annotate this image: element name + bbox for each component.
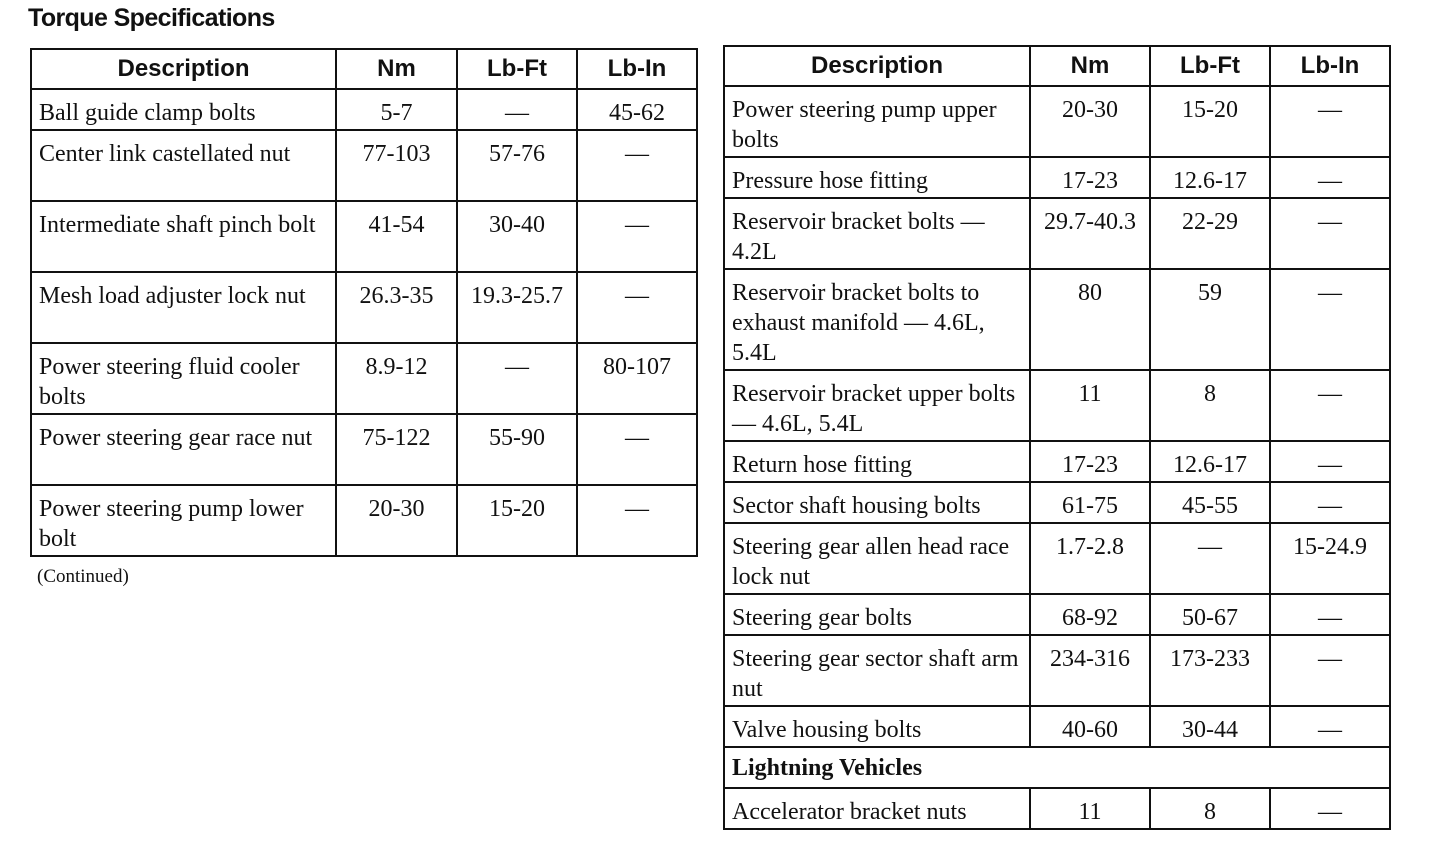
lbin-cell: — bbox=[1270, 370, 1390, 441]
torque-table-left bbox=[30, 48, 698, 557]
lbft-cell: 50-67 bbox=[1150, 594, 1270, 635]
table-row bbox=[31, 485, 697, 556]
description-cell: Reservoir bracket bolts — 4.2L bbox=[724, 198, 1030, 269]
description-cell: Power steering pump lower bolt bbox=[31, 485, 336, 556]
column-header-lbft: Lb-Ft bbox=[1150, 46, 1270, 86]
lbft-cell: 45-55 bbox=[1150, 482, 1270, 523]
section-label: Lightning Vehicles bbox=[724, 747, 1390, 788]
lbin-cell: — bbox=[1270, 269, 1390, 370]
lbft-cell: 19.3-25.7 bbox=[457, 272, 577, 343]
table-row bbox=[724, 157, 1390, 198]
nm-cell: 17-23 bbox=[1030, 441, 1150, 482]
table-row bbox=[724, 523, 1390, 594]
description-cell: Steering gear allen head race lock nut bbox=[724, 523, 1030, 594]
table-header-row bbox=[31, 49, 697, 89]
nm-cell: 11 bbox=[1030, 370, 1150, 441]
lbft-cell: 173-233 bbox=[1150, 635, 1270, 706]
nm-cell: 17-23 bbox=[1030, 157, 1150, 198]
lbft-cell: — bbox=[457, 89, 577, 130]
table-header-row bbox=[724, 46, 1390, 86]
lbin-cell: — bbox=[577, 130, 697, 201]
nm-cell: 234-316 bbox=[1030, 635, 1150, 706]
nm-cell: 77-103 bbox=[336, 130, 457, 201]
table-row bbox=[31, 130, 697, 201]
table-row bbox=[31, 343, 697, 414]
lbin-cell: 45-62 bbox=[577, 89, 697, 130]
lbft-cell: 8 bbox=[1150, 788, 1270, 829]
lbft-cell: 12.6-17 bbox=[1150, 441, 1270, 482]
table-row bbox=[724, 482, 1390, 523]
column-header-description: Description bbox=[31, 49, 336, 89]
table-row bbox=[724, 370, 1390, 441]
nm-cell: 29.7-40.3 bbox=[1030, 198, 1150, 269]
table-row bbox=[31, 89, 697, 130]
column-header-lbin: Lb-In bbox=[1270, 46, 1390, 86]
nm-cell: 1.7-2.8 bbox=[1030, 523, 1150, 594]
description-cell: Power steering pump upper bolts bbox=[724, 86, 1030, 157]
lbft-cell: 15-20 bbox=[1150, 86, 1270, 157]
column-header-description: Description bbox=[724, 46, 1030, 86]
nm-cell: 68-92 bbox=[1030, 594, 1150, 635]
section-header-row bbox=[724, 747, 1390, 788]
lbft-cell: 30-44 bbox=[1150, 706, 1270, 747]
lbft-cell: — bbox=[457, 343, 577, 414]
description-cell: Power steering fluid cooler bolts bbox=[31, 343, 336, 414]
table-row bbox=[724, 706, 1390, 747]
description-cell: Steering gear bolts bbox=[724, 594, 1030, 635]
table-row bbox=[724, 198, 1390, 269]
nm-cell: 5-7 bbox=[336, 89, 457, 130]
lbin-cell: — bbox=[577, 485, 697, 556]
table-row bbox=[724, 269, 1390, 370]
description-cell: Pressure hose fitting bbox=[724, 157, 1030, 198]
lbft-cell: 59 bbox=[1150, 269, 1270, 370]
lbin-cell: — bbox=[1270, 198, 1390, 269]
description-cell: Sector shaft housing bolts bbox=[724, 482, 1030, 523]
description-cell: Reservoir bracket upper bolts — 4.6L, 5.4L bbox=[724, 370, 1030, 441]
description-cell: Intermediate shaft pinch bolt bbox=[31, 201, 336, 272]
lbft-cell: — bbox=[1150, 523, 1270, 594]
nm-cell: 40-60 bbox=[1030, 706, 1150, 747]
torque-table-right bbox=[723, 45, 1391, 830]
lbin-cell: — bbox=[577, 272, 697, 343]
description-cell: Ball guide clamp bolts bbox=[31, 89, 336, 130]
lbin-cell: — bbox=[1270, 706, 1390, 747]
table-row bbox=[724, 635, 1390, 706]
table-row bbox=[724, 788, 1390, 829]
lbin-cell: — bbox=[1270, 157, 1390, 198]
description-cell: Mesh load adjuster lock nut bbox=[31, 272, 336, 343]
description-cell: Power steering gear race nut bbox=[31, 414, 336, 485]
column-header-lbft: Lb-Ft bbox=[457, 49, 577, 89]
table-row bbox=[31, 272, 697, 343]
page-title: Torque Specifications bbox=[28, 4, 275, 32]
lbft-cell: 8 bbox=[1150, 370, 1270, 441]
lbin-cell: — bbox=[1270, 441, 1390, 482]
lbin-cell: 80-107 bbox=[577, 343, 697, 414]
nm-cell: 8.9-12 bbox=[336, 343, 457, 414]
table-row bbox=[31, 414, 697, 485]
nm-cell: 20-30 bbox=[1030, 86, 1150, 157]
lbin-cell: — bbox=[577, 201, 697, 272]
lbft-cell: 22-29 bbox=[1150, 198, 1270, 269]
table-row bbox=[31, 201, 697, 272]
lbft-cell: 30-40 bbox=[457, 201, 577, 272]
column-header-nm: Nm bbox=[1030, 46, 1150, 86]
description-cell: Accelerator bracket nuts bbox=[724, 788, 1030, 829]
nm-cell: 80 bbox=[1030, 269, 1150, 370]
description-cell: Center link castellated nut bbox=[31, 130, 336, 201]
lbin-cell: — bbox=[577, 414, 697, 485]
column-header-lbin: Lb-In bbox=[577, 49, 697, 89]
description-cell: Reservoir bracket bolts to exhaust manifold — 4.6L, 5.4L bbox=[724, 269, 1030, 370]
nm-cell: 75-122 bbox=[336, 414, 457, 485]
lbft-cell: 15-20 bbox=[457, 485, 577, 556]
lbin-cell: — bbox=[1270, 788, 1390, 829]
nm-cell: 20-30 bbox=[336, 485, 457, 556]
lbin-cell: 15-24.9 bbox=[1270, 523, 1390, 594]
nm-cell: 26.3-35 bbox=[336, 272, 457, 343]
table-row bbox=[724, 594, 1390, 635]
lbft-cell: 12.6-17 bbox=[1150, 157, 1270, 198]
nm-cell: 41-54 bbox=[336, 201, 457, 272]
table-row bbox=[724, 86, 1390, 157]
nm-cell: 11 bbox=[1030, 788, 1150, 829]
lbin-cell: — bbox=[1270, 635, 1390, 706]
lbin-cell: — bbox=[1270, 594, 1390, 635]
lbin-cell: — bbox=[1270, 86, 1390, 157]
description-cell: Valve housing bolts bbox=[724, 706, 1030, 747]
lbft-cell: 55-90 bbox=[457, 414, 577, 485]
lbin-cell: — bbox=[1270, 482, 1390, 523]
description-cell: Steering gear sector shaft arm nut bbox=[724, 635, 1030, 706]
column-header-nm: Nm bbox=[336, 49, 457, 89]
table-row bbox=[724, 441, 1390, 482]
nm-cell: 61-75 bbox=[1030, 482, 1150, 523]
continued-note: (Continued) bbox=[37, 566, 129, 587]
description-cell: Return hose fitting bbox=[724, 441, 1030, 482]
lbft-cell: 57-76 bbox=[457, 130, 577, 201]
